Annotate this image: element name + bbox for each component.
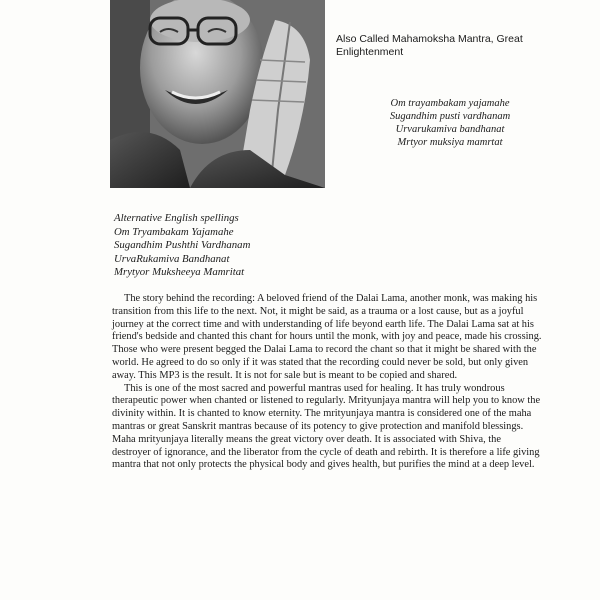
alt-line: UrvaRukamiva Bandhanat [114, 252, 230, 265]
mantra-verse [340, 97, 560, 149]
alt-line: Mrytyor Muksheeya Mamritat [114, 266, 245, 279]
mantra-line: Mrtyor muksiya mamrtat [397, 137, 503, 148]
alternative-spellings [114, 212, 374, 280]
healing-paragraph: This is one of the most sacred and powerful mantras used for healing. It has truly wondrous therapeutic power when chanted or listened to regularly. Mrityunjaya mantra will help you to know the divinity within. It is chanted to know eternity. The mrityunjaya mantra is considered one of the maha mantras or great Sanskrit mantras because of its potency to give protection and manifold blessings. Maha mrityunjaya literally means the great victory over death. It is associated with Shiva, the destroyer of ignorance, and the liberator from the cycle of death and rebirth. It is therefore a life giving mantra that not only protects the physical body and gives health, but purifies the mind at a deep level. [112, 382, 541, 471]
alt-line: Om Tryambakam Yajamahe [114, 225, 234, 238]
alt-line: Sugandhim Pushthi Vardhanam [114, 239, 251, 252]
mantra-caption: Also Called Mahamoksha Mantra, Great Enlightenment [336, 33, 523, 58]
story-paragraph: The story behind the recording: A beloved friend of the Dalai Lama, another monk, was making his transition from this life to the next. Not, it might be said, as a trauma or a lost cause, but as a joyful journey at the correct time and with understanding of life beyond earth life. The Dalai Lama sat at his friend's bedside and chanted this chant for hours until the monk, with joy and peace, made his crossing. Those who were present begged the Dalai Lama to record the chant so that it might be shared with the world. He agreed to do so only if it was stated that the recording could never be sold, but only given away. This MP3 is the result. It is not for sale but is meant to be copied and shared. [112, 293, 542, 381]
alt-heading: Alternative English spellings [114, 212, 239, 224]
mantra-line: Sugandhim pusti vardhanam [389, 111, 511, 122]
portrait-photo [110, 0, 325, 188]
mantra-line: Om trayambakam yajamahe [390, 98, 510, 109]
portrait-image [110, 0, 325, 188]
mantra-line: Urvarukamiva bandhanat [395, 124, 505, 135]
body-text [112, 293, 542, 472]
